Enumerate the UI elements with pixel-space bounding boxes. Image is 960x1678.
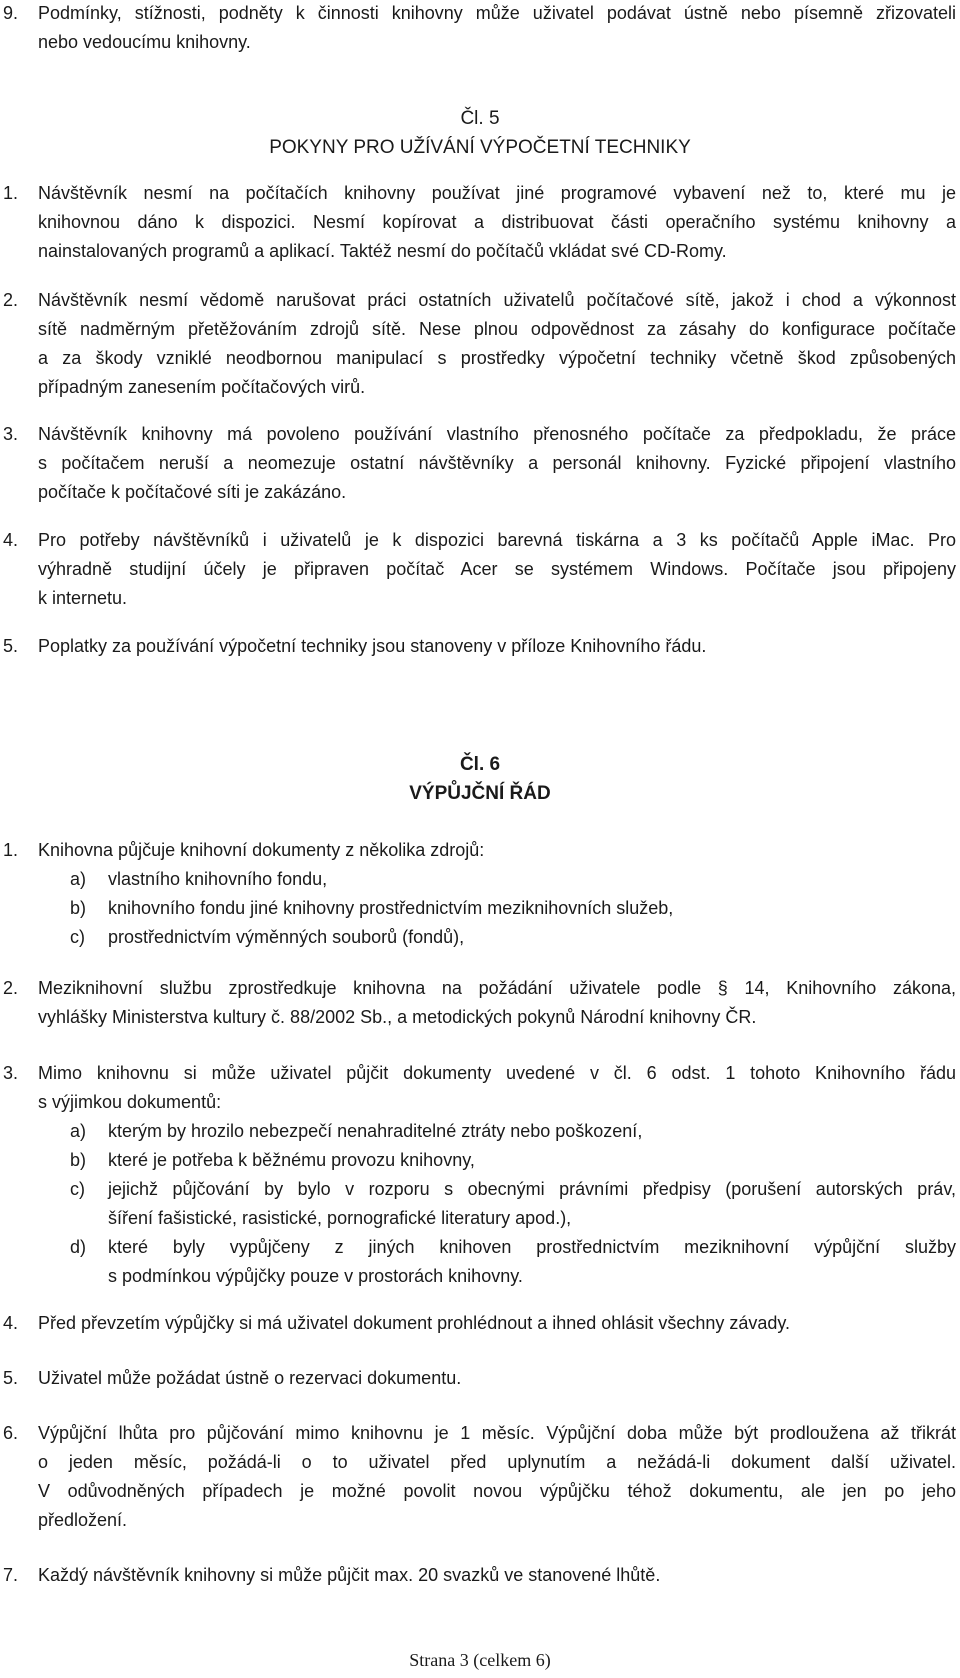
list-text: knihovního fondu jiné knihovny prostřednictvím meziknihovních služeb, [108,898,674,918]
article-title: VÝPŮJČNÍ ŘÁD [409,783,551,804]
paragraph-number: 3. [3,1063,19,1083]
text-line: sítě nadměrným přetěžováním zdrojů sítě. Nese plnou odpovědnost za zásahy do konfigurace počítače [38,319,956,339]
paragraph-number: 3. [3,424,19,444]
list-label: a) [70,869,87,889]
text-line: Pro potřeby návštěvníků i uživatelů je k dispozici barevná tiskárna a 3 ks počítačů Apple iMac. Pro [38,530,956,550]
page-footer: Strana 3 (celkem 6) [409,1650,551,1670]
text-line: knihovnou dáno k dispozici. Nesmí kopírovat a distribuovat části operačního systému knihovny a [38,212,956,232]
list-label: b) [70,898,87,918]
article-number: Čl. 6 [459,754,501,775]
paragraph-number: 1. [3,840,19,860]
text-line: Podmínky, stížnosti, podněty k činnosti knihovny může uživatel podávat ústně nebo písemně zřizovateli [38,3,956,23]
list-label: c) [70,927,85,947]
list-text: které je potřeba k běžnému provozu knihovny, [108,1150,475,1170]
text-line: Návštěvník nesmí na počítačích knihovny používat jiné programové vybavení než to, které mu je [38,183,956,203]
list-label: c) [70,1179,85,1199]
paragraph-number: 5. [3,1368,19,1388]
list-label: a) [70,1121,87,1141]
text-line: výhradně studijní účely je připraven počítač Acer se systémem Windows. Počítače jsou připojeny [38,559,956,579]
text-line: Návštěvník knihovny má povoleno používání vlastního přenosného počítače za předpokladu, že práce [38,424,956,444]
text-line: k internetu. [38,588,128,608]
list-text: vlastního knihovního fondu, [108,869,328,889]
text-line: s výjimkou dokumentů: [38,1092,222,1112]
text-line: V odůvodněných případech je možné povolit novou výpůjčku téhož dokumentu, ale jen po jeho [38,1481,956,1501]
paragraph-number: 6. [3,1423,19,1443]
article-number: Čl. 5 [460,108,500,129]
text-line: Návštěvník nesmí vědomě narušovat práci ostatních uživatelů počítačové sítě, jakož i chod a výkonnost [38,290,956,310]
list-label: d) [70,1237,87,1257]
text-line: Poplatky za používání výpočetní techniky jsou stanoveny v příloze Knihovního řádu. [38,636,707,656]
text-line: a za škody vzniklé neodbornou manipulací s prostředky výpočetní techniky včetně škod způsobených [38,348,956,368]
paragraph-number: 9. [3,3,19,23]
list-text: které byly vypůjčeny z jiných knihoven prostřednictvím meziknihovní výpůjční služby [108,1237,956,1257]
text-line: nebo vedoucímu knihovny. [38,32,251,52]
article-6-heading [0,750,960,808]
article-5-heading [0,104,960,162]
text-line: Mimo knihovnu si může uživatel půjčit dokumenty uvedené v čl. 6 odst. 1 tohoto Knihovního řádu [38,1063,956,1083]
paragraph-number: 1. [3,183,19,203]
text-line: Každý návštěvník knihovny si může půjčit max. 20 svazků ve stanovené lhůtě. [38,1565,661,1585]
text-line: Knihovna půjčuje knihovní dokumenty z několika zdrojů: [38,840,485,860]
paragraph-number: 2. [3,290,19,310]
text-line: předložení. [38,1510,128,1530]
list-text: prostřednictvím výměnných souborů (fondů), [108,927,465,947]
text-line: Meziknihovní službu zprostředkuje knihovna na požádání uživatele podle § 14, Knihovního zákona, [38,978,956,998]
paragraph-number: 2. [3,978,19,998]
text-line: Výpůjční lhůta pro půjčování mimo knihovnu je 1 měsíc. Výpůjční doba může být prodloužena až třikrát [38,1423,956,1443]
text-line: o jeden měsíc, požádá-li o to uživatel před uplynutím a nežádá-li dokument další uživatel. [38,1452,956,1472]
text-line: nainstalovaných programů a aplikací. Taktéž nesmí do počítačů vkládat své CD-Romy. [38,241,727,261]
article-title: POKYNY PRO UŽÍVÁNÍ VÝPOČETNÍ TECHNIKY [269,137,691,158]
paragraph-number: 5. [3,636,19,656]
text-line: Před převzetím výpůjčky si má uživatel dokument prohlédnout a ihned ohlásit všechny závady. [38,1313,791,1333]
text-line: s počítačem neruší a neomezuje ostatní návštěvníky a personál knihovny. Fyzické připojení vlastního [38,453,956,473]
paragraph-number: 4. [3,530,19,550]
paragraph-number: 7. [3,1565,19,1585]
list-text: s podmínkou výpůjčky pouze v prostorách knihovny. [108,1266,523,1286]
paragraph-number: 4. [3,1313,19,1333]
text-line: případným zanesením počítačových virů. [38,377,366,397]
list-text: jejichž půjčování by bylo v rozporu s obecnými právními předpisy (porušení autorských práv, [108,1179,956,1199]
list-label: b) [70,1150,87,1170]
list-text: šíření fašistické, rasistické, pornografické literatury apod.), [108,1208,572,1228]
text-line: počítače k počítačové síti je zakázáno. [38,482,347,502]
text-line: vyhlášky Ministerstva kultury č. 88/2002 Sb., a metodických pokynů Národní knihovny ČR. [38,1007,757,1027]
list-text: kterým by hrozilo nebezpečí nenahraditelné ztráty nebo poškození, [108,1121,643,1141]
text-line: Uživatel může požádat ústně o rezervaci dokumentu. [38,1368,462,1388]
